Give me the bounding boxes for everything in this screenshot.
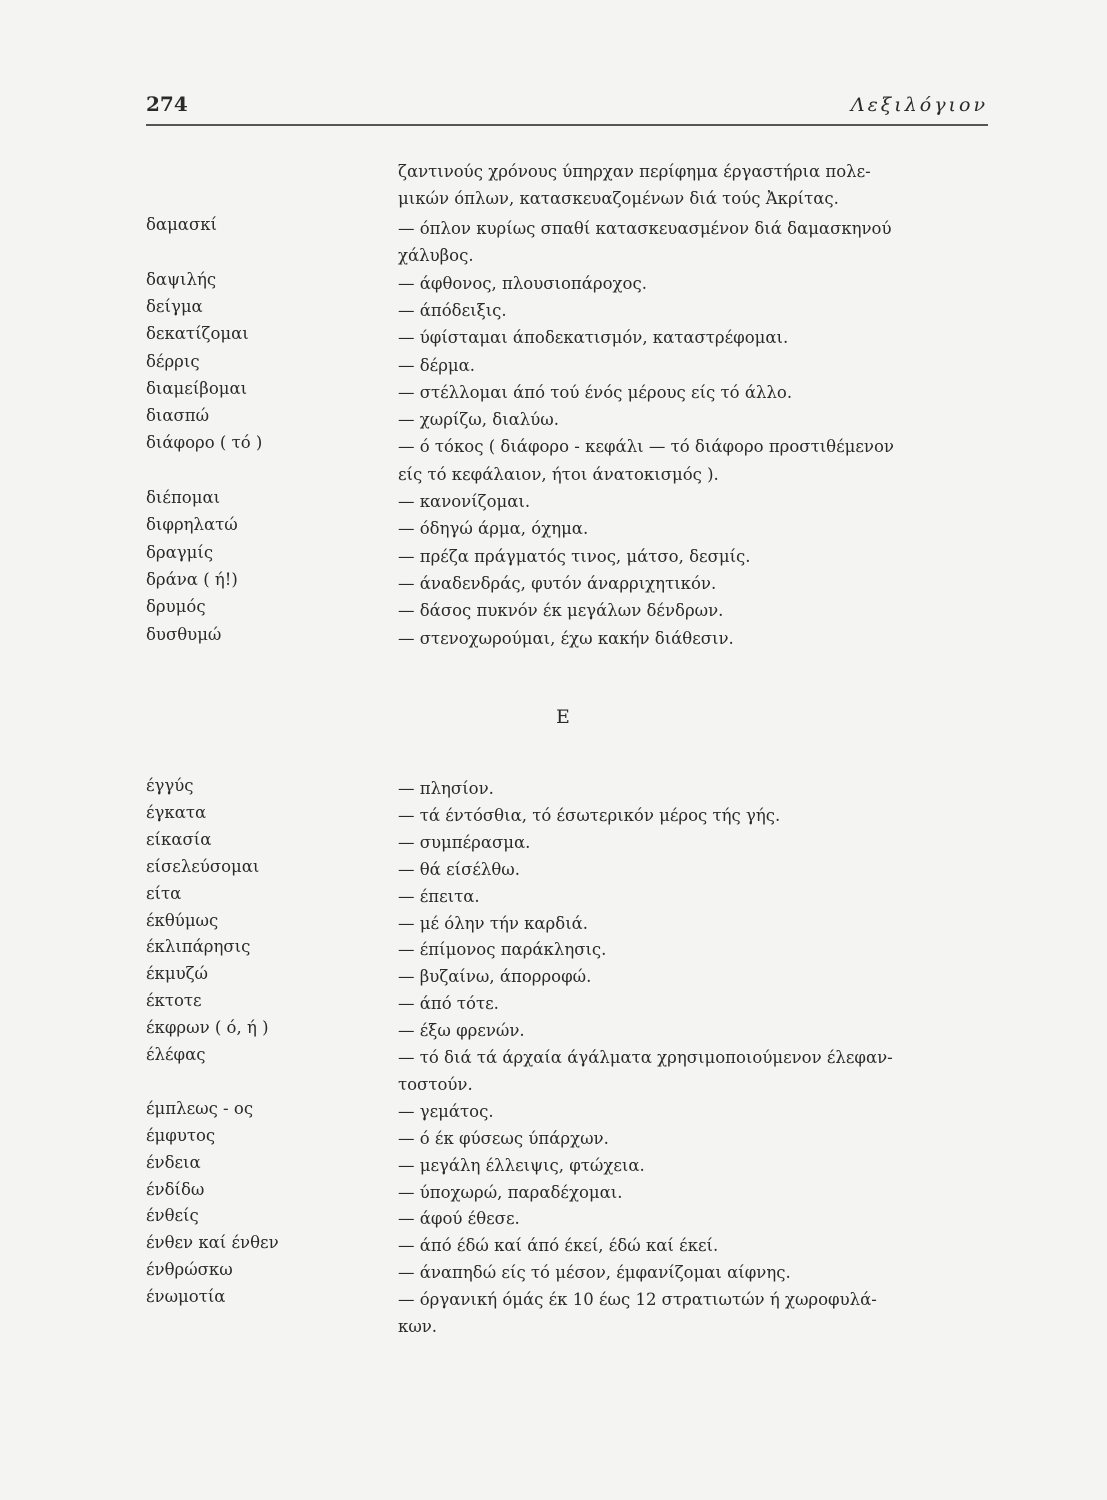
entry-term: είκασία	[146, 829, 212, 849]
entry-term: δαμασκί	[146, 215, 217, 234]
entry-term: δρυμός	[146, 597, 206, 617]
entry-term: ένθείς	[146, 1206, 199, 1226]
definition-line: — άπό τότε.	[398, 994, 499, 1014]
entry-definition	[398, 1180, 988, 1207]
entry-definition	[398, 991, 988, 1018]
definition-line: — όπλον κυρίως σπαθί κατασκευασμένον διά δαμασκηνού	[398, 219, 892, 238]
definition-line: τοστούν.	[398, 1074, 473, 1094]
entry-definition	[398, 1018, 988, 1045]
definition-line: — άναπηδώ είς τό μέσον, έμφανίζομαι αίφνης.	[398, 1263, 791, 1283]
definition-line: — χωρίζω, διαλύω.	[398, 410, 559, 430]
entry-definition	[398, 1099, 988, 1126]
definition-line: — άναδενδράς, φυτόν άναρριχητικόν.	[398, 573, 717, 593]
definition-line: — γεμάτος.	[398, 1101, 494, 1121]
entry-definition	[398, 857, 988, 884]
entry-term: διφρηλατώ	[146, 515, 238, 535]
entry-definition	[398, 379, 988, 406]
entry-term: έμπλεως - ος	[146, 1098, 254, 1118]
section-letter: Ε	[556, 706, 570, 728]
entry-definition	[398, 270, 988, 297]
entry-definition	[398, 543, 988, 570]
entry-term: δαψιλής	[146, 269, 217, 289]
page-header	[146, 92, 988, 122]
entry-term: είσελεύσομαι	[146, 856, 260, 876]
entry-definition	[398, 352, 988, 379]
entry-term: έγγύς	[146, 776, 194, 795]
header-rule	[146, 124, 988, 126]
page-number: 274	[146, 92, 188, 116]
entry-definition	[398, 803, 988, 830]
entry-definition	[398, 1233, 988, 1260]
definition-line: — τό διά τά άρχαία άγάλματα χρησιμοποιούμενον έλεφαν-	[398, 1048, 893, 1067]
entry-term: έκλιπάρησις	[146, 937, 251, 957]
definition-line: — στέλλομαι άπό τού ένός μέρους είς τό άλλο.	[398, 382, 793, 402]
definition-line: χάλυβος.	[398, 246, 474, 266]
definition-line: — όργανική όμάς έκ 10 έως 12 στρατιωτών ή χωροφυλά-	[398, 1290, 877, 1310]
entry-term: διέπομαι	[146, 488, 221, 507]
entry-definition	[398, 570, 988, 597]
definition-line: — τά έντόσθια, τό έσωτερικόν μέρος τής γής.	[398, 805, 781, 825]
definition-line: — άφθονος, πλουσιοπάροχος.	[398, 273, 647, 293]
definition-line: — στενοχωρούμαι, έχω κακήν διάθεσιν.	[398, 628, 734, 648]
continuation-text	[398, 158, 988, 212]
entry-term: δείγμα	[146, 296, 203, 316]
entry-definition	[398, 1260, 988, 1287]
entry-definition	[398, 215, 988, 270]
entry-term: έκθύμως	[146, 910, 219, 930]
definition-line: — μέ όλην τήν καρδιά.	[398, 913, 589, 933]
entry-definition	[398, 1287, 988, 1341]
entry-term: δράνα ( ή!)	[146, 569, 238, 589]
definition-line: — κανονίζομαι.	[398, 492, 531, 511]
definition-line: — ό τόκος ( διάφορο - κεφάλι — τό διάφορο προστιθέμενον	[398, 437, 894, 457]
entry-term: διασπώ	[146, 406, 210, 426]
entry-term: είτα	[146, 883, 182, 903]
entry-term: δραγμίς	[146, 542, 214, 562]
entry-term: έκμυζώ	[146, 964, 209, 984]
entry-term: έλέφας	[146, 1045, 206, 1064]
entry-definition	[398, 324, 988, 351]
entry-definition	[398, 911, 988, 938]
continuation-line: ζαντινούς χρόνους ύπηρχαν περίφημα έργαστήρια πολε-	[398, 162, 871, 181]
definition-line: — έξω φρενών.	[398, 1021, 525, 1041]
definition-line: — ό έκ φύσεως ύπάρχων.	[398, 1128, 609, 1148]
entry-definition	[398, 597, 988, 624]
definition-line: — άπόδειξις.	[398, 300, 507, 320]
entry-term: έγκατα	[146, 802, 207, 822]
definition-line: κων.	[398, 1317, 438, 1336]
entry-term: ένθεν καί ένθεν	[146, 1233, 279, 1253]
definition-line: — μεγάλη έλλειψις, φτώχεια.	[398, 1155, 645, 1175]
entry-definition	[398, 406, 988, 433]
entry-definition	[398, 964, 988, 991]
entry-term: διάφορο ( τό )	[146, 433, 263, 453]
continuation-line: μικών όπλων, κατασκευαζομένων διά τούς Ἀκρίτας.	[398, 189, 839, 208]
entry-term: ένωμοτία	[146, 1287, 226, 1307]
entry-term: δέρρις	[146, 351, 200, 371]
entry-definition	[398, 1153, 988, 1180]
entry-definition	[398, 488, 988, 515]
entry-definition	[398, 433, 988, 488]
definition-line: — βυζαίνω, άπορροφώ.	[398, 967, 592, 987]
entry-definition	[398, 297, 988, 324]
entry-definition	[398, 1045, 988, 1099]
entry-term: διαμείβομαι	[146, 378, 248, 398]
definition-line: — όδηγώ άρμα, όχημα.	[398, 519, 589, 539]
definition-line: — θά είσέλθω.	[398, 859, 520, 879]
entry-definition	[398, 830, 988, 857]
definition-line: — πλησίον.	[398, 779, 494, 798]
entry-definition	[398, 1126, 988, 1153]
definition-line: — συμπέρασμα.	[398, 832, 531, 852]
entry-term: δυσθυμώ	[146, 624, 222, 644]
definition-line: — έπίμονος παράκλησις.	[398, 940, 607, 960]
entry-term: έκφρων ( ό, ή )	[146, 1018, 269, 1038]
entry-term: ένδίδω	[146, 1179, 205, 1199]
definition-line: — ύφίσταμαι άποδεκατισμόν, καταστρέφομαι.	[398, 328, 789, 348]
entry-term: δεκατίζομαι	[146, 324, 249, 344]
entry-term: έκτοτε	[146, 991, 202, 1011]
entry-term: έμφυτος	[146, 1125, 216, 1145]
entry-term: ένθρώσκω	[146, 1260, 233, 1280]
entry-term: ένδεια	[146, 1152, 201, 1172]
definition-line: — δέρμα.	[398, 355, 476, 375]
entry-definition	[398, 776, 988, 803]
definition-line: — άπό έδώ καί άπό έκεί, έδώ καί έκεί.	[398, 1236, 719, 1256]
definition-line: — ύποχωρώ, παραδέχομαι.	[398, 1182, 623, 1202]
entry-definition	[398, 515, 988, 542]
definition-line: — άφού έθεσε.	[398, 1209, 520, 1229]
definition-line: — έπειτα.	[398, 886, 480, 906]
entry-definition	[398, 884, 988, 911]
definition-line: — πρέζα πράγματός τινος, μάτσο, δεσμίς.	[398, 546, 751, 566]
entry-definition	[398, 1206, 988, 1233]
definition-line: είς τό κεφάλαιον, ήτοι άνατοκισμός ).	[398, 464, 719, 484]
entry-definition	[398, 937, 988, 964]
definition-line: — δάσος πυκνόν έκ μεγάλων δένδρων.	[398, 601, 724, 621]
entry-definition	[398, 625, 988, 652]
running-title: Λεξιλόγιον	[850, 94, 988, 116]
